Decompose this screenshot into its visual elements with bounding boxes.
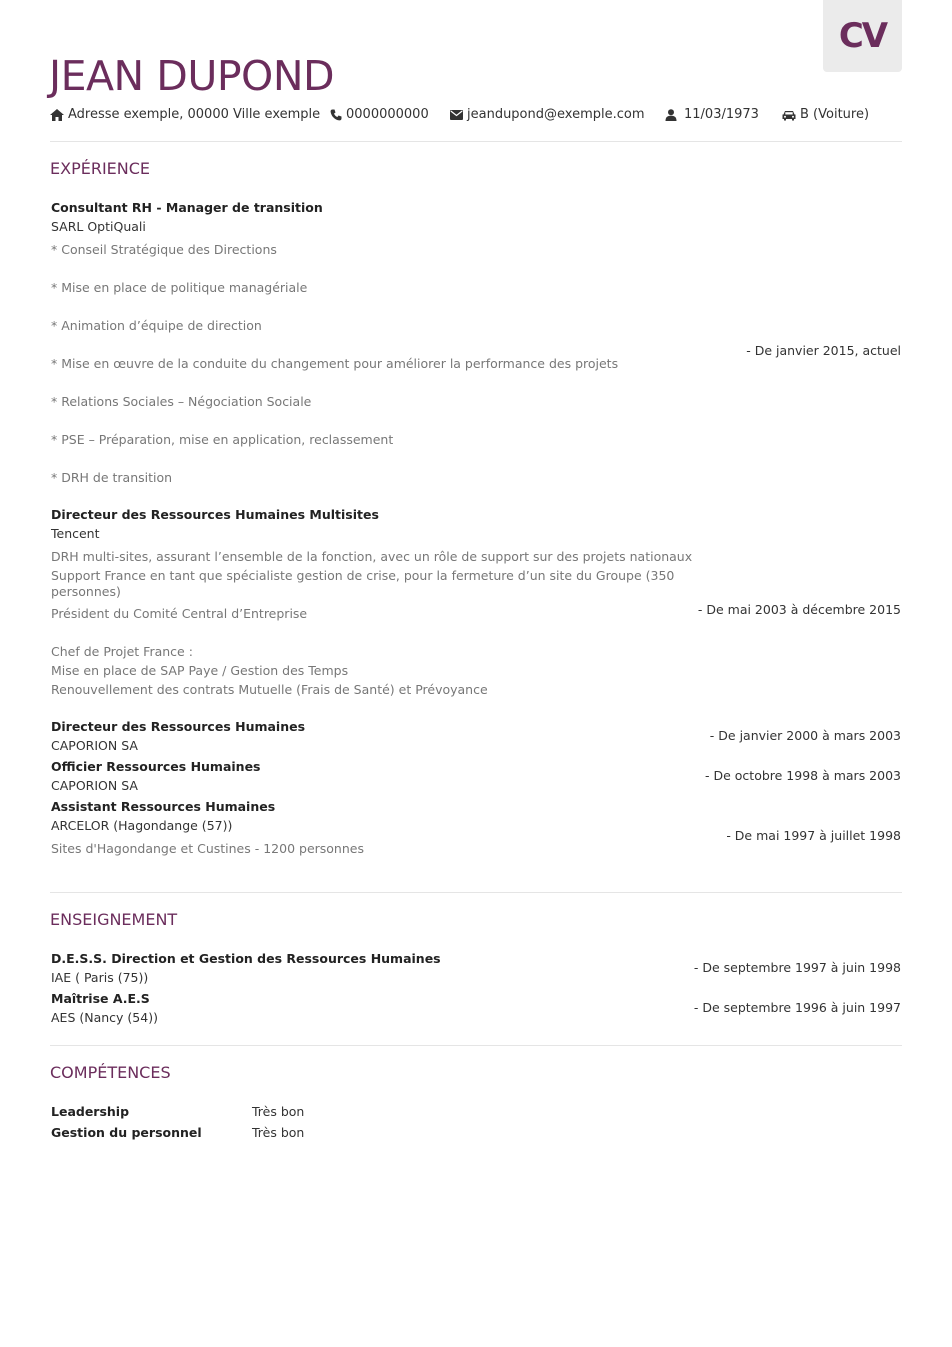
contact-phone [330, 107, 429, 123]
education-title: D.E.S.S. Direction et Gestion des Ressources Humaines [51, 951, 441, 966]
job-detail: Chef de Projet France : [51, 644, 193, 659]
email-text[interactable]: jeandupond@exemple.com [467, 107, 645, 122]
divider [50, 141, 902, 142]
job-title: Directeur des Ressources Humaines [51, 719, 306, 734]
job-title: Officier Ressources Humaines [51, 759, 261, 774]
license-text: B (Voiture) [800, 107, 870, 122]
job-detail: * DRH de transition [51, 470, 173, 485]
phone-icon [330, 109, 342, 121]
job-company: CAPORION SA [51, 778, 138, 793]
job-date: - De mai 1997 à juillet 1998 [726, 828, 901, 843]
contact-address [50, 107, 320, 123]
skill-name: Leadership [51, 1104, 130, 1119]
contact-birthdate [665, 107, 759, 123]
job-detail: * Conseil Stratégique des Directions [51, 242, 277, 257]
skill-level: Très bon [252, 1104, 305, 1119]
job-company: ARCELOR (Hagondange (57)) [51, 818, 233, 833]
job-company: CAPORION SA [51, 738, 138, 753]
job-company: SARL OptiQuali [51, 219, 146, 234]
contact-email[interactable] [450, 107, 645, 123]
job-detail: Support France en tant que spécialiste gestion de crise, pour la fermeture d’un site du Groupe (350 personnes) [51, 568, 675, 599]
education-date: - De septembre 1997 à juin 1998 [693, 960, 901, 975]
section-title-education: ENSEIGNEMENT [50, 910, 178, 929]
job-detail: DRH multi-sites, assurant l’ensemble de la fonction, avec un rôle de support sur des projets nationaux [51, 549, 693, 564]
skill-level: Très bon [252, 1125, 305, 1140]
birthdate-text: 11/03/1973 [684, 107, 759, 122]
job-detail: * Relations Sociales – Négociation Sociale [51, 394, 312, 409]
cv-badge: CV [823, 0, 902, 72]
job-title: Consultant RH - Manager de transition [51, 200, 323, 215]
job-title: Assistant Ressources Humaines [51, 799, 276, 814]
user-icon [665, 109, 677, 121]
job-detail: * Mise en place de politique managériale [51, 280, 308, 295]
job-detail: * PSE – Préparation, mise en application, reclassement [51, 432, 394, 447]
skill-name: Gestion du personnel [51, 1125, 202, 1140]
job-detail: * Mise en œuvre de la conduite du changement pour améliorer la performance des projets [51, 356, 619, 371]
contact-license [782, 107, 869, 123]
job-title: Directeur des Ressources Humaines Multisites [51, 507, 379, 522]
job-detail: Président du Comité Central d’Entreprise [51, 606, 308, 621]
home-icon [50, 109, 64, 121]
job-detail: * Animation d’équipe de direction [51, 318, 262, 333]
education-school: AES (Nancy (54)) [51, 1010, 158, 1025]
education-date: - De septembre 1996 à juin 1997 [693, 1000, 901, 1015]
job-company: Tencent [51, 526, 100, 541]
job-detail: Mise en place de SAP Paye / Gestion des Temps [51, 663, 349, 678]
section-title-experience: EXPÉRIENCE [50, 159, 151, 178]
education-title: Maîtrise A.E.S [51, 991, 150, 1006]
education-school: IAE ( Paris (75)) [51, 970, 149, 985]
envelope-icon [450, 110, 463, 120]
address-text: Adresse exemple, 00000 Ville exemple [68, 107, 321, 122]
section-title-skills: COMPÉTENCES [50, 1063, 171, 1082]
job-detail: Renouvellement des contrats Mutuelle (Frais de Santé) et Prévoyance [51, 682, 488, 697]
job-date: - De janvier 2015, actuel [746, 343, 901, 358]
phone-text: 0000000000 [346, 107, 429, 122]
divider [50, 892, 902, 893]
job-date: - De mai 2003 à décembre 2015 [697, 602, 901, 617]
job-detail: Sites d'Hagondange et Custines - 1200 personnes [51, 841, 364, 856]
divider [50, 1045, 902, 1046]
job-date: - De octobre 1998 à mars 2003 [705, 768, 901, 783]
job-date: - De janvier 2000 à mars 2003 [709, 728, 901, 743]
page-title: JEAN DUPOND [49, 52, 335, 100]
car-icon [782, 110, 796, 121]
